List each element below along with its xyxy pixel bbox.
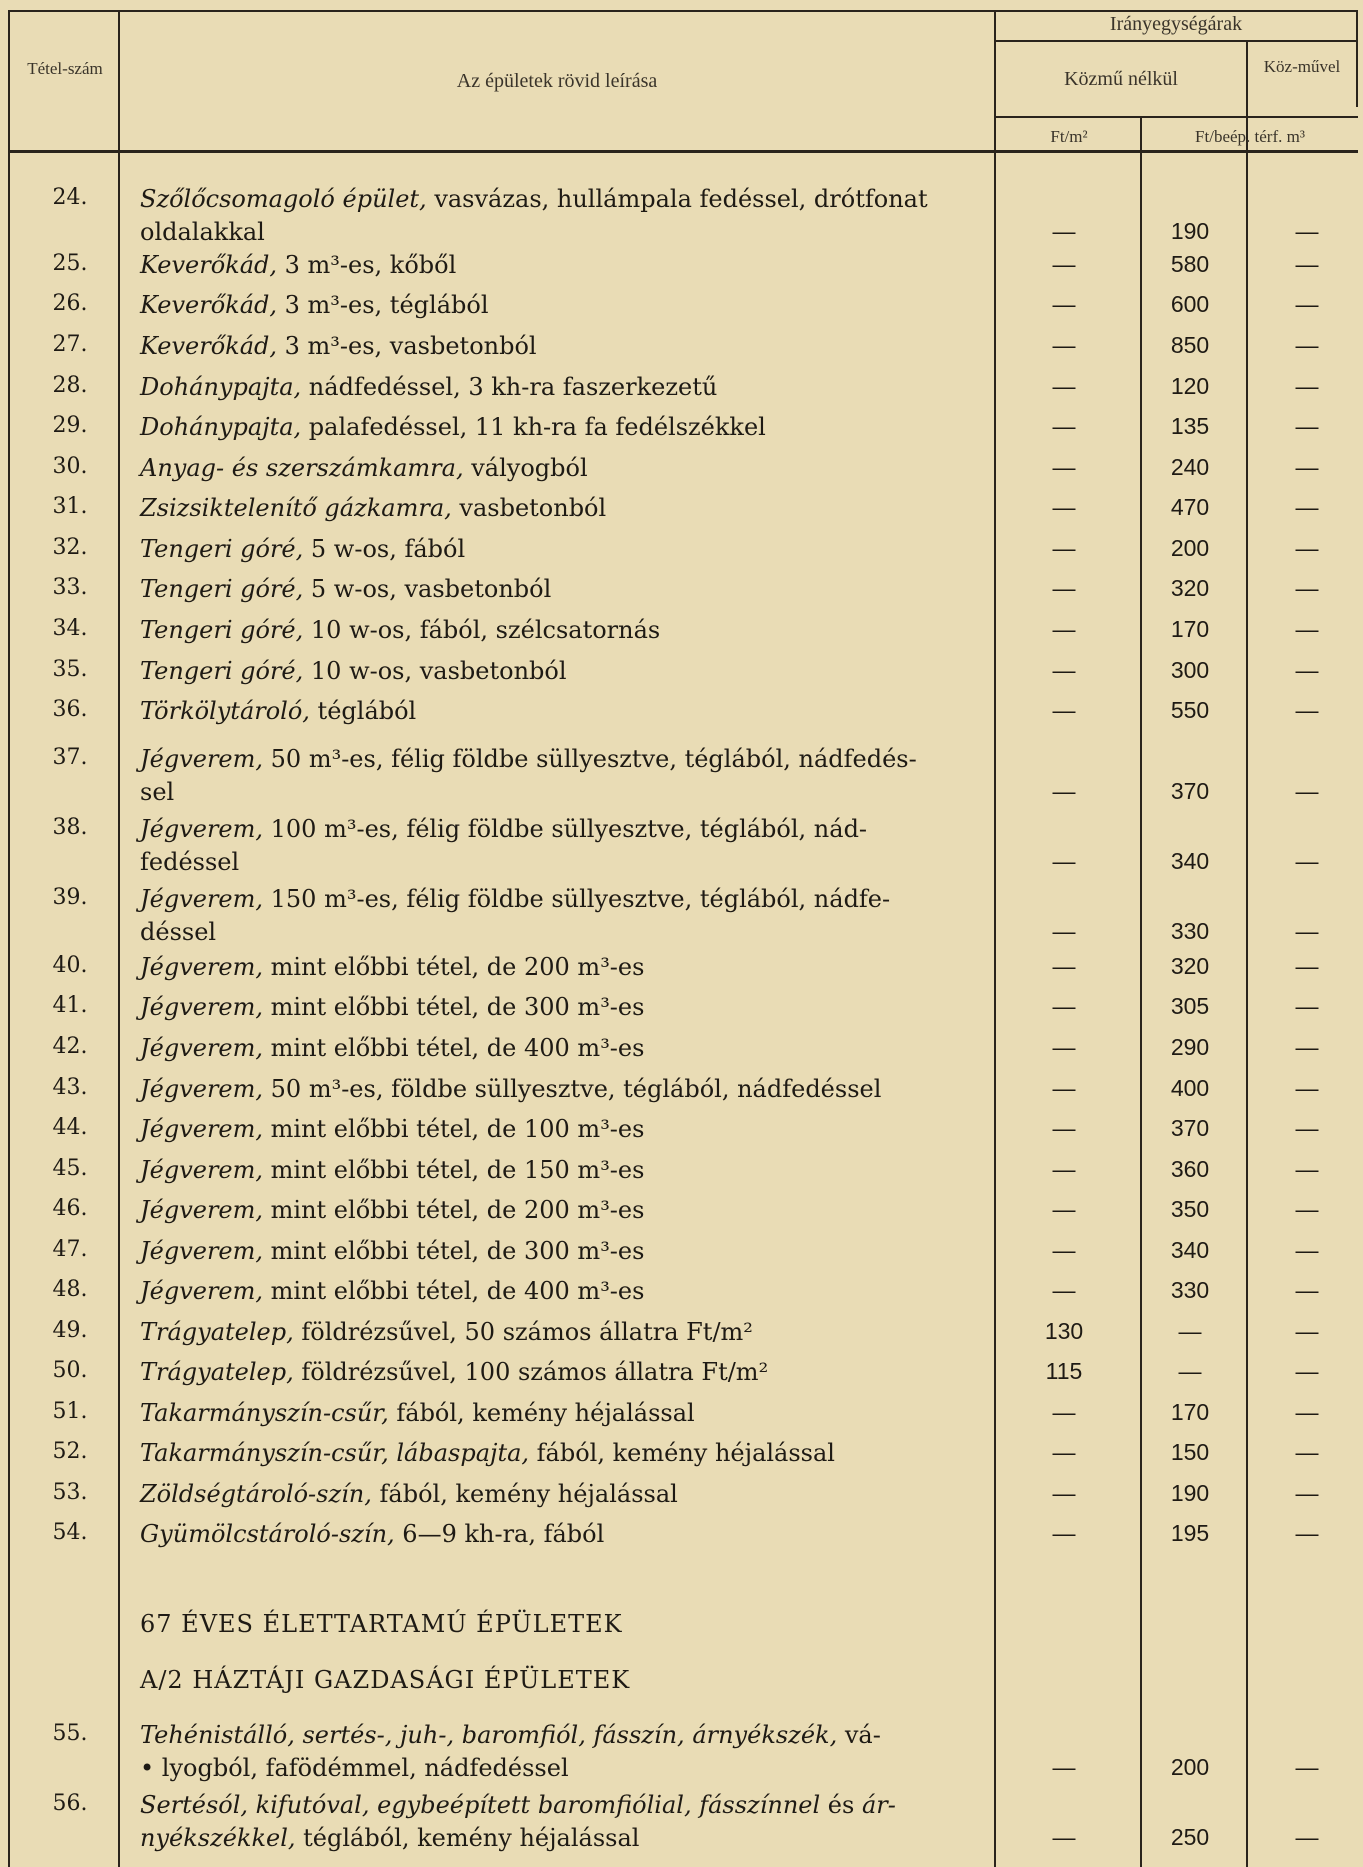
price-with-utilities: — xyxy=(1295,413,1319,439)
item-number: 37. xyxy=(52,745,88,770)
description-line xyxy=(140,533,972,566)
price-per-m2: — xyxy=(1052,575,1076,601)
item-detail: 100 m³-es, félig földbe süllyesztve, téglából, nád- xyxy=(263,815,868,843)
price-per-m3: 350 xyxy=(1170,1196,1210,1222)
item-title: Dohánypajta, xyxy=(140,413,302,441)
price-with-utilities: — xyxy=(1295,1318,1319,1344)
item-title: Jégverem, xyxy=(140,1277,264,1305)
price-per-m3: 360 xyxy=(1170,1156,1210,1182)
item-number: 36. xyxy=(52,697,88,722)
item-detail: mint előbbi tétel, de 150 m³-es xyxy=(263,1156,645,1184)
price-with-utilities: — xyxy=(1295,1075,1319,1101)
price-per-m3: 340 xyxy=(1170,1237,1210,1263)
item-number: 49. xyxy=(52,1318,88,1343)
price-per-m3: 290 xyxy=(1170,1034,1210,1060)
item-title: Jégverem, xyxy=(140,953,264,981)
price-per-m3: 300 xyxy=(1170,657,1210,683)
item-detail: és xyxy=(820,1791,862,1819)
item-description xyxy=(140,371,972,404)
price-per-m2: — xyxy=(1052,1196,1076,1222)
price-with-utilities: — xyxy=(1295,332,1319,358)
item-title: Jégverem, xyxy=(140,745,264,773)
item-description xyxy=(140,1073,972,1106)
item-number: 30. xyxy=(52,454,88,479)
price-with-utilities: — xyxy=(1295,1399,1319,1425)
price-per-m3: 600 xyxy=(1170,291,1210,317)
item-title: Tengeri góré, xyxy=(140,616,304,644)
price-with-utilities: — xyxy=(1295,218,1319,244)
item-title: Jégverem, xyxy=(140,815,264,843)
description-line xyxy=(140,1752,972,1785)
item-title: Tengeri góré, xyxy=(140,575,304,603)
item-number: 54. xyxy=(52,1520,88,1545)
item-detail: fából, kemény héjalással xyxy=(388,1399,695,1427)
item-detail: 5 w-os, fából xyxy=(303,535,466,563)
price-per-m2: — xyxy=(1052,1237,1076,1263)
description-line xyxy=(140,573,972,606)
item-description xyxy=(140,695,972,728)
price-per-m2: — xyxy=(1052,697,1076,723)
description-line xyxy=(140,1316,972,1349)
item-description xyxy=(140,1437,972,1470)
price-per-m3: 330 xyxy=(1170,918,1210,944)
description-line xyxy=(140,249,972,282)
item-description xyxy=(140,330,972,363)
item-number: 53. xyxy=(52,1480,88,1505)
item-detail: vasvázas, hullámpala fedéssel, drótfonat xyxy=(426,185,928,213)
item-detail: vályogból xyxy=(463,454,588,482)
description-line xyxy=(140,452,972,485)
price-with-utilities: — xyxy=(1295,1034,1319,1060)
price-with-utilities: — xyxy=(1295,848,1319,874)
item-title: Anyag- és szerszámkamra, xyxy=(140,454,464,482)
item-title: Jégverem, xyxy=(140,1115,264,1143)
item-number: 31. xyxy=(52,494,88,519)
price-per-m3: 170 xyxy=(1170,616,1210,642)
description-line xyxy=(140,1235,972,1268)
section-heading-household: A/2 HÁZTÁJI GAZDASÁGI ÉPÜLETEK xyxy=(140,1666,631,1694)
header-description: Az épületek rövid leírása xyxy=(456,70,658,92)
header-unit-m3: Ft/beép. térf. m³ xyxy=(1195,127,1305,146)
price-per-m3: 370 xyxy=(1170,1115,1210,1141)
description-line xyxy=(140,743,972,776)
header-bottom-rule xyxy=(8,150,1358,153)
price-per-m2: — xyxy=(1052,918,1076,944)
item-number: 51. xyxy=(52,1399,88,1424)
price-per-m3: 200 xyxy=(1170,535,1210,561)
price-per-m2: — xyxy=(1052,1824,1076,1850)
item-description xyxy=(140,1316,972,1349)
price-with-utilities: — xyxy=(1295,291,1319,317)
price-with-utilities: — xyxy=(1295,251,1319,277)
item-title: Jégverem, xyxy=(140,1237,264,1265)
item-detail: 6—9 kh-ra, fából xyxy=(394,1520,605,1548)
item-description xyxy=(140,1154,972,1187)
price-with-utilities: — xyxy=(1295,1196,1319,1222)
item-number: 56. xyxy=(52,1791,88,1816)
price-with-utilities: — xyxy=(1295,1824,1319,1850)
item-title: Jégverem, xyxy=(140,1034,264,1062)
price-with-utilities: — xyxy=(1295,1237,1319,1263)
price-per-m2: — xyxy=(1052,1034,1076,1060)
price-per-m3: 400 xyxy=(1170,1075,1210,1101)
item-description xyxy=(140,249,972,282)
price-per-m3: — xyxy=(1178,1358,1202,1384)
item-number: 40. xyxy=(52,953,88,978)
item-detail: sel xyxy=(140,778,175,806)
description-line xyxy=(140,655,972,688)
col-divider-num xyxy=(118,10,120,1867)
price-with-utilities: — xyxy=(1295,918,1319,944)
item-detail: 50 m³-es, félig földbe süllyesztve, téglából, nádfedés- xyxy=(263,745,917,773)
item-title: Keverőkád, xyxy=(140,291,278,319)
item-detail: 3 m³-es, kőből xyxy=(277,251,457,279)
description-line xyxy=(140,813,972,846)
price-with-utilities: — xyxy=(1295,454,1319,480)
item-detail: mint előbbi tétel, de 300 m³-es xyxy=(263,1237,645,1265)
price-per-m3: 470 xyxy=(1170,494,1210,520)
item-title: Zöldségtároló-szín, xyxy=(140,1480,372,1508)
price-with-utilities: — xyxy=(1295,575,1319,601)
price-per-m2: — xyxy=(1052,848,1076,874)
price-per-m3: 195 xyxy=(1170,1520,1210,1546)
item-detail: mint előbbi tétel, de 300 m³-es xyxy=(263,993,645,1021)
item-description xyxy=(140,452,972,485)
item-title: Takarmányszín-csűr, xyxy=(140,1399,389,1427)
price-per-m2: — xyxy=(1052,616,1076,642)
item-title: Jégverem, xyxy=(140,993,264,1021)
price-per-m2: 130 xyxy=(1044,1318,1084,1344)
item-number: 39. xyxy=(52,885,88,910)
item-description xyxy=(140,883,972,949)
price-per-m3: 850 xyxy=(1170,332,1210,358)
description-line xyxy=(140,1822,972,1855)
price-per-m2: — xyxy=(1052,778,1076,804)
item-title: Tehénistálló, sertés-, juh-, baromfiól, fásszín, árnyékszék, xyxy=(140,1721,838,1749)
description-line xyxy=(140,991,972,1024)
item-title: Jégverem, xyxy=(140,1196,264,1224)
price-per-m3: 190 xyxy=(1170,1480,1210,1506)
item-description xyxy=(140,1275,972,1308)
item-description xyxy=(140,614,972,647)
item-number: 32. xyxy=(52,535,88,560)
description-line xyxy=(140,1356,972,1389)
price-with-utilities: — xyxy=(1295,1156,1319,1182)
item-detail: fából, kemény héjalással xyxy=(529,1439,835,1467)
item-detail: 50 m³-es, földbe süllyesztve, téglából, nádfedéssel xyxy=(263,1075,882,1103)
price-per-m2: — xyxy=(1052,332,1076,358)
item-number: 34. xyxy=(52,616,88,641)
item-title: Szőlőcsomagoló épület, xyxy=(140,185,427,213)
left-border xyxy=(8,10,10,1867)
description-line xyxy=(140,951,972,984)
price-per-m2: — xyxy=(1052,1156,1076,1182)
price-per-m2: — xyxy=(1052,373,1076,399)
item-number: 38. xyxy=(52,815,88,840)
item-title: Zsizsiktelenítő gázkamra, xyxy=(140,494,452,522)
item-number: 26. xyxy=(52,291,88,316)
item-number: 28. xyxy=(52,373,88,398)
price-per-m3: 250 xyxy=(1170,1824,1210,1850)
description-line xyxy=(140,1073,972,1106)
price-per-m2: — xyxy=(1052,413,1076,439)
description-line xyxy=(140,1789,972,1822)
description-line xyxy=(140,695,972,728)
item-title: Trágyatelep, xyxy=(140,1318,294,1346)
price-per-m2: — xyxy=(1052,1520,1076,1546)
item-description xyxy=(140,492,972,525)
price-per-m2: — xyxy=(1052,1754,1076,1780)
price-per-m2: — xyxy=(1052,993,1076,1019)
item-detail: földrézsűvel, 100 számos állatra Ft/m² xyxy=(293,1358,769,1386)
price-with-utilities: — xyxy=(1295,697,1319,723)
section-heading-lifespan: 67 ÉVES ÉLETTARTAMÚ ÉPÜLETEK xyxy=(140,1610,623,1638)
price-per-m2: — xyxy=(1052,494,1076,520)
price-per-m2: — xyxy=(1052,657,1076,683)
unit-row-rule xyxy=(996,116,1358,118)
item-detail: 3 m³-es, téglából xyxy=(277,291,489,319)
description-line xyxy=(140,492,972,525)
header-unit-prices: Irányegységárak xyxy=(1109,13,1243,35)
item-title: Tengeri góré, xyxy=(140,657,304,685)
item-title: Gyümölcstároló-szín, xyxy=(140,1520,395,1548)
header-unit-m2: Ft/m² xyxy=(1050,127,1088,146)
item-description xyxy=(140,1719,972,1785)
item-detail: fából, kemény héjalással xyxy=(371,1480,678,1508)
item-number: 52. xyxy=(52,1439,88,1464)
item-description xyxy=(140,991,972,1024)
item-description xyxy=(140,1397,972,1430)
item-number: 29. xyxy=(52,413,88,438)
price-per-m3: 120 xyxy=(1170,373,1210,399)
item-description xyxy=(140,1235,972,1268)
item-title: Keverőkád, xyxy=(140,251,278,279)
item-detail: téglából, kemény héjalással xyxy=(295,1824,640,1852)
price-with-utilities: — xyxy=(1295,1480,1319,1506)
item-description xyxy=(140,573,972,606)
description-line xyxy=(140,846,972,879)
price-with-utilities: — xyxy=(1295,993,1319,1019)
price-per-m2: — xyxy=(1052,953,1076,979)
description-line xyxy=(140,916,972,949)
item-title: ár- xyxy=(861,1791,896,1819)
item-number: 55. xyxy=(52,1721,88,1746)
item-title: Jégverem, xyxy=(140,1156,264,1184)
price-per-m2: — xyxy=(1052,535,1076,561)
item-detail: mint előbbi tétel, de 100 m³-es xyxy=(263,1115,645,1143)
item-number: 35. xyxy=(52,657,88,682)
item-detail: mint előbbi tétel, de 200 m³-es xyxy=(263,953,645,981)
price-with-utilities: — xyxy=(1295,373,1319,399)
item-number: 24. xyxy=(52,185,88,210)
item-number: 27. xyxy=(52,332,88,357)
item-title: Keverőkád, xyxy=(140,332,278,360)
description-line xyxy=(140,289,972,322)
col-divider-desc xyxy=(994,10,996,1867)
item-number: 41. xyxy=(52,993,88,1018)
price-per-m2: — xyxy=(1052,1480,1076,1506)
item-detail: fedéssel xyxy=(140,848,240,876)
item-detail: mint előbbi tétel, de 200 m³-es xyxy=(263,1196,645,1224)
description-line xyxy=(140,1478,972,1511)
price-with-utilities: — xyxy=(1295,953,1319,979)
price-per-m3: 370 xyxy=(1170,778,1210,804)
item-title: Tengeri góré, xyxy=(140,535,304,563)
item-detail: 10 w-os, vasbetonból xyxy=(303,657,567,685)
price-per-m2: — xyxy=(1052,251,1076,277)
item-detail: vá- xyxy=(837,1721,881,1749)
price-per-m3: 340 xyxy=(1170,848,1210,874)
description-line xyxy=(140,183,972,216)
price-per-m3: 320 xyxy=(1170,953,1210,979)
item-description xyxy=(140,1113,972,1146)
item-detail: földrézsűvel, 50 számos állatra Ft/m² xyxy=(293,1318,753,1346)
item-number: 43. xyxy=(52,1075,88,1100)
item-title: Sertésól, kifutóval, egybeépített baromfiólial, fásszínnel xyxy=(140,1791,821,1819)
price-with-utilities: — xyxy=(1295,1439,1319,1465)
item-detail: • lyogból, fafödémmel, nádfedéssel xyxy=(140,1754,569,1782)
price-per-m3: 240 xyxy=(1170,454,1210,480)
description-line xyxy=(140,883,972,916)
item-detail: vasbetonból xyxy=(451,494,607,522)
price-per-m2: — xyxy=(1052,1115,1076,1141)
price-per-m2: — xyxy=(1052,1399,1076,1425)
price-per-m3: 580 xyxy=(1170,251,1210,277)
price-with-utilities: — xyxy=(1295,535,1319,561)
item-detail: téglából xyxy=(309,697,417,725)
price-per-m2: — xyxy=(1052,454,1076,480)
description-line xyxy=(140,1154,972,1187)
price-per-m3: — xyxy=(1178,1318,1202,1344)
item-title: Jégverem, xyxy=(140,885,264,913)
item-detail: mint előbbi tétel, de 400 m³-es xyxy=(263,1034,645,1062)
item-description xyxy=(140,813,972,879)
item-title: Törkölytároló, xyxy=(140,697,310,725)
price-with-utilities: — xyxy=(1295,616,1319,642)
price-with-utilities: — xyxy=(1295,1115,1319,1141)
item-number: 42. xyxy=(52,1034,88,1059)
item-title: nyékszékkel, xyxy=(140,1824,296,1852)
price-per-m2: — xyxy=(1052,1277,1076,1303)
item-description xyxy=(140,743,972,809)
price-per-m2: — xyxy=(1052,1075,1076,1101)
item-number: 33. xyxy=(52,575,88,600)
description-line xyxy=(140,1437,972,1470)
price-with-utilities: — xyxy=(1295,1754,1319,1780)
price-per-m3: 150 xyxy=(1170,1439,1210,1465)
item-title: Jégverem, xyxy=(140,1075,264,1103)
price-with-utilities: — xyxy=(1295,1358,1319,1384)
item-detail: mint előbbi tétel, de 400 m³-es xyxy=(263,1277,645,1305)
price-per-m2: 115 xyxy=(1045,1358,1083,1384)
item-number: 45. xyxy=(52,1156,88,1181)
price-per-m2: — xyxy=(1052,1439,1076,1465)
item-description xyxy=(140,655,972,688)
col-divider-c2 xyxy=(1246,40,1248,1867)
item-description xyxy=(140,1194,972,1227)
item-description xyxy=(140,1032,972,1065)
item-description xyxy=(140,1356,972,1389)
price-per-m3: 190 xyxy=(1170,218,1210,244)
item-description xyxy=(140,1518,972,1551)
price-per-m3: 320 xyxy=(1170,575,1210,601)
description-line xyxy=(140,1397,972,1430)
item-number: 46. xyxy=(52,1196,88,1221)
item-number: 25. xyxy=(52,251,88,276)
item-detail: 5 w-os, vasbetonból xyxy=(303,575,552,603)
item-detail: oldalakkal xyxy=(140,218,265,246)
price-per-m2: — xyxy=(1052,291,1076,317)
item-description xyxy=(140,1478,972,1511)
description-line xyxy=(140,776,972,809)
item-description xyxy=(140,289,972,322)
price-per-m3: 200 xyxy=(1170,1754,1210,1780)
price-with-utilities: — xyxy=(1295,494,1319,520)
price-per-m3: 135 xyxy=(1170,413,1210,439)
description-line xyxy=(140,1113,972,1146)
description-line xyxy=(140,1194,972,1227)
top-rule xyxy=(8,10,1358,12)
item-detail: déssel xyxy=(140,918,217,946)
item-detail: palafedéssel, 11 kh-ra fa fedélszékkel xyxy=(301,413,766,441)
description-line xyxy=(140,1518,972,1551)
item-description xyxy=(140,183,972,249)
unit-prices-rule xyxy=(996,40,1358,42)
description-line xyxy=(140,1719,972,1752)
description-line xyxy=(140,1032,972,1065)
item-detail: 3 m³-es, vasbetonból xyxy=(277,332,537,360)
description-line xyxy=(140,1275,972,1308)
header-with-utilities: Köz-művel xyxy=(1263,57,1341,76)
description-line xyxy=(140,371,972,404)
item-number: 47. xyxy=(52,1237,88,1262)
description-line xyxy=(140,330,972,363)
price-per-m3: 550 xyxy=(1170,697,1210,723)
price-per-m3: 170 xyxy=(1170,1399,1210,1425)
item-detail: nádfedéssel, 3 kh-ra faszerkezetű xyxy=(301,373,718,401)
price-per-m3: 305 xyxy=(1170,993,1210,1019)
price-with-utilities: — xyxy=(1295,778,1319,804)
price-with-utilities: — xyxy=(1295,1277,1319,1303)
item-number: 44. xyxy=(52,1115,88,1140)
description-line xyxy=(140,614,972,647)
description-line xyxy=(140,216,972,249)
item-detail: 10 w-os, fából, szélcsatornás xyxy=(303,616,661,644)
item-number: 48. xyxy=(52,1277,88,1302)
item-title: Dohánypajta, xyxy=(140,373,302,401)
item-title: Takarmányszín-csűr, lábaspajta, xyxy=(140,1439,530,1467)
description-line xyxy=(140,411,972,444)
item-description xyxy=(140,1789,972,1855)
item-detail: 150 m³-es, félig földbe süllyesztve, téglából, nádfe- xyxy=(263,885,891,913)
price-with-utilities: — xyxy=(1295,657,1319,683)
item-title: Trágyatelep, xyxy=(140,1358,294,1386)
item-description xyxy=(140,411,972,444)
header-item-no: Tétel-szám xyxy=(27,59,103,78)
header-without-utilities: Közmű nélkül xyxy=(1064,68,1178,90)
item-description xyxy=(140,533,972,566)
item-number: 50. xyxy=(52,1358,88,1383)
price-with-utilities: — xyxy=(1295,1520,1319,1546)
right-border xyxy=(1356,10,1358,107)
price-per-m3: 330 xyxy=(1170,1277,1210,1303)
price-per-m2: — xyxy=(1052,218,1076,244)
item-description xyxy=(140,951,972,984)
